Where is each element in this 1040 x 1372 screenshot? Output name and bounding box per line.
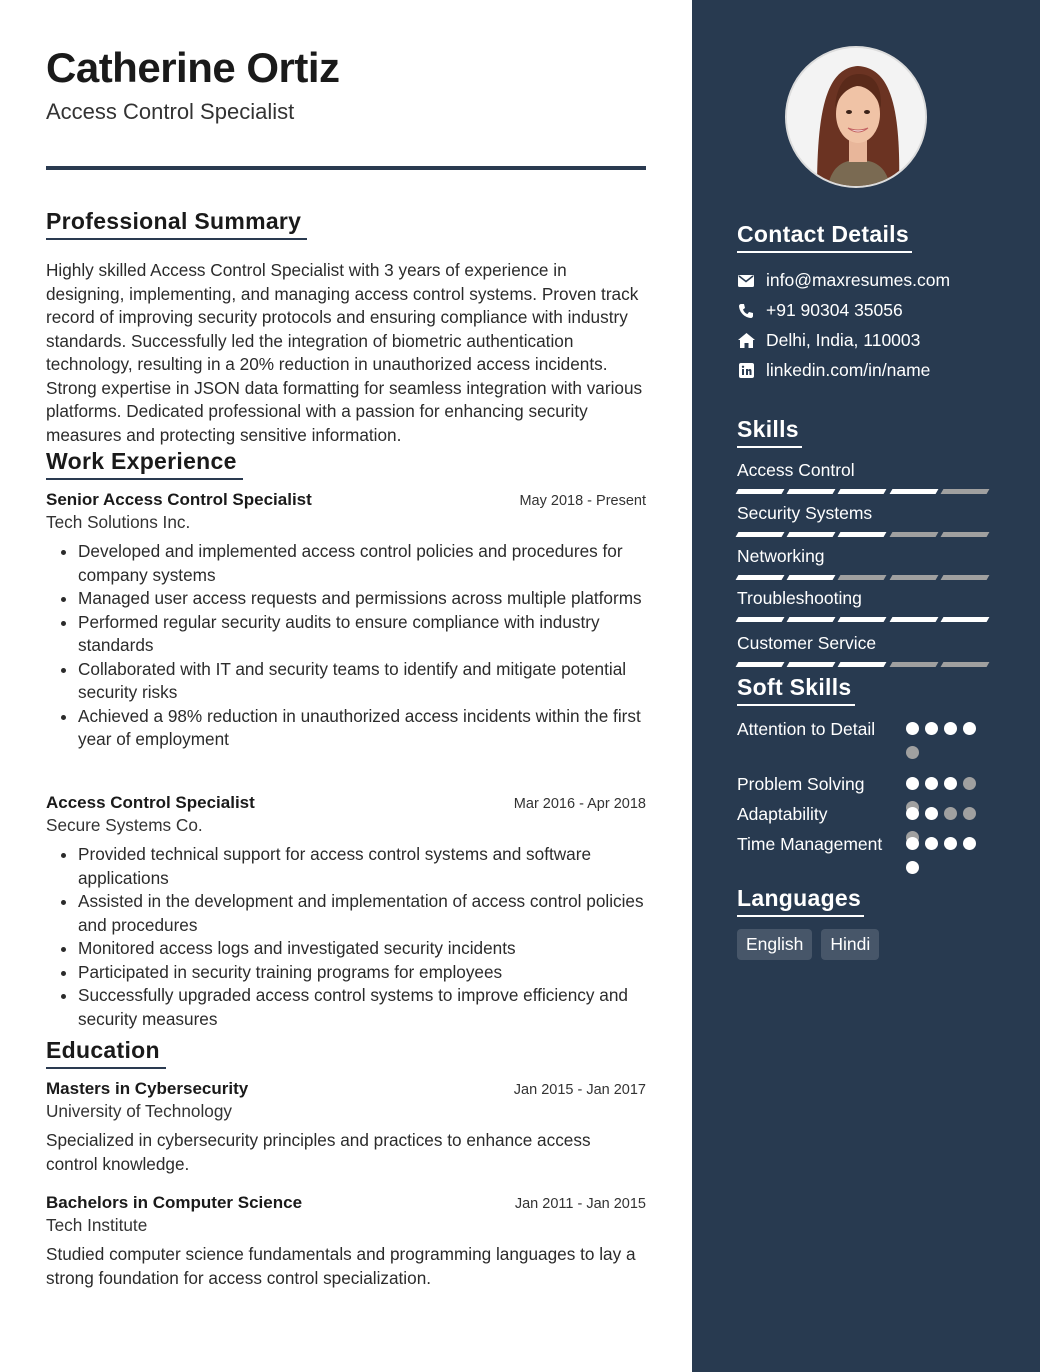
- skill-level-bars: [737, 489, 993, 494]
- skill-level-bar: [838, 575, 887, 580]
- soft-skill-dots: [906, 837, 986, 885]
- soft-skill-name: Problem Solving: [737, 774, 865, 794]
- skill-level-bar: [940, 532, 989, 537]
- job-title: Senior Access Control Specialist: [46, 490, 312, 509]
- soft-skill-dot: [925, 807, 938, 820]
- sidebar: [692, 0, 1040, 1372]
- avatar: [785, 46, 927, 188]
- header-divider: [46, 166, 646, 170]
- soft-skill-dot: [925, 777, 938, 790]
- contact-heading: Contact Details: [737, 221, 912, 253]
- degree-title: Masters in Cybersecurity: [46, 1079, 249, 1098]
- home-icon: [737, 332, 755, 350]
- profile-photo: [787, 48, 927, 188]
- language-list: [737, 929, 888, 960]
- skill-level-bar: [736, 489, 785, 494]
- bullet-item: • Monitored access logs and investigated security incidents: [78, 937, 646, 961]
- contact-address: [737, 330, 920, 351]
- soft-skill-dot: [906, 722, 919, 735]
- school-name: Tech Institute: [46, 1215, 148, 1235]
- job-entry: [46, 793, 646, 1031]
- education-date: Jan 2015 - Jan 2017: [513, 1082, 646, 1098]
- skill-level-bar: [889, 532, 938, 537]
- school-name: University of Technology: [46, 1101, 232, 1121]
- skill-level-bar: [736, 532, 785, 537]
- soft-skill-name: Time Management: [737, 834, 883, 854]
- skill-item: [737, 546, 993, 580]
- skill-level-bar: [787, 489, 836, 494]
- soft-skill-dot: [963, 777, 976, 790]
- soft-skill-dot: [963, 722, 976, 735]
- skill-level-bar: [940, 662, 989, 667]
- job-bullets: [46, 843, 646, 1031]
- skill-level-bar: [736, 662, 785, 667]
- linkedin-text: linkedin.com/in/name: [766, 360, 931, 380]
- skill-item: [737, 460, 993, 494]
- skill-name: Security Systems: [737, 503, 873, 523]
- skill-level-bar: [838, 617, 887, 622]
- experience-heading: Work Experience: [46, 448, 243, 480]
- bullet-item: • Developed and implemented access control policies and procedures for company systems: [78, 540, 646, 587]
- skill-level-bars: [737, 575, 993, 580]
- soft-skill-name: Attention to Detail: [737, 719, 876, 739]
- skill-level-bar: [889, 617, 938, 622]
- job-bullets: [46, 540, 646, 752]
- bullet-item: • Performed regular security audits to ensure compliance with industry standards: [78, 611, 646, 658]
- skill-level-bar: [787, 617, 836, 622]
- degree-title: Bachelors in Computer Science: [46, 1193, 303, 1212]
- skill-level-bars: [737, 662, 993, 667]
- envelope-icon: [737, 272, 755, 290]
- contact-linkedin[interactable]: [737, 360, 930, 381]
- bullet-item: • Assisted in the development and implementation of access control policies and procedures: [78, 890, 646, 937]
- soft-skill-dot: [944, 722, 957, 735]
- education-date: Jan 2011 - Jan 2015: [514, 1196, 646, 1212]
- education-heading: Education: [46, 1037, 166, 1069]
- skill-name: Customer Service: [737, 633, 877, 653]
- job-entry: [46, 490, 646, 752]
- skill-item: [737, 633, 993, 667]
- soft-skill-dot: [963, 837, 976, 850]
- soft-skill-dots: [906, 722, 986, 770]
- soft-skill-dot: [906, 746, 919, 759]
- soft-skill-dot: [906, 777, 919, 790]
- education-description: Studied computer science fundamentals and programming languages to lay a strong foundation for access control specialization.: [46, 1244, 636, 1288]
- contact-phone[interactable]: [737, 300, 903, 321]
- job-date: May 2018 - Present: [519, 493, 646, 509]
- bullet-item: • Provided technical support for access control systems and software applications: [78, 843, 646, 890]
- skill-level-bar: [940, 489, 989, 494]
- skill-level-bar: [787, 532, 836, 537]
- soft-skills-heading: Soft Skills: [737, 674, 855, 706]
- soft-skill-dot: [944, 837, 957, 850]
- soft-skill-dot: [963, 807, 976, 820]
- summary-heading: Professional Summary: [46, 208, 307, 240]
- skill-level-bar: [736, 617, 785, 622]
- language-chip: English: [737, 929, 812, 960]
- skill-level-bar: [838, 662, 887, 667]
- skill-level-bar: [838, 532, 887, 537]
- soft-skill-dot: [925, 837, 938, 850]
- job-company: Tech Solutions Inc.: [46, 512, 191, 532]
- language-chip: Hindi: [821, 929, 879, 960]
- skill-level-bar: [889, 662, 938, 667]
- skill-name: Networking: [737, 546, 825, 566]
- bullet-item: • Participated in security training programs for employees: [78, 961, 646, 985]
- skill-level-bar: [787, 662, 836, 667]
- soft-skill-dot: [906, 861, 919, 874]
- address-text: Delhi, India, 110003: [766, 330, 921, 350]
- bullet-item: • Successfully upgraded access control systems to improve efficiency and security measures: [78, 984, 646, 1031]
- skill-level-bar: [787, 575, 836, 580]
- soft-skill-dot: [906, 837, 919, 850]
- summary-text: Highly skilled Access Control Specialist with 3 years of experience in designing, implementing, and managing access control systems. Proven track record of improving security protocols and ensuring compliance with industry standards. Successfully led the integration of biometric authentication technology, resulting in a 20% reduction in unauthorized access incidents. Strong expertise in JSON data formatting for seamless integration with various platforms. Dedicated professional with a passion for enhancing security measures and protecting sensitive information.: [46, 260, 643, 445]
- skill-level-bar: [940, 575, 989, 580]
- soft-skill-dot: [944, 807, 957, 820]
- soft-skill-dot: [925, 722, 938, 735]
- skill-name: Troubleshooting: [737, 588, 862, 608]
- education-entry: [46, 1193, 646, 1290]
- skill-level-bar: [838, 489, 887, 494]
- skill-item: [737, 503, 993, 537]
- skill-level-bar: [940, 617, 989, 622]
- bullet-item: • Managed user access requests and permissions across multiple platforms: [78, 587, 646, 611]
- skill-level-bar: [889, 575, 938, 580]
- candidate-title: Access Control Specialist: [46, 99, 295, 124]
- soft-skill-dot: [944, 777, 957, 790]
- skill-name: Access Control: [737, 460, 855, 480]
- phone-text: +91 90304 35056: [766, 300, 903, 320]
- candidate-name: Catherine Ortiz: [46, 44, 340, 91]
- job-company: Secure Systems Co.: [46, 815, 203, 835]
- education-entry: [46, 1079, 646, 1176]
- skill-level-bars: [737, 617, 993, 622]
- bullet-item: • Collaborated with IT and security teams to identify and mitigate potential security risks: [78, 658, 646, 705]
- skills-heading: Skills: [737, 416, 802, 448]
- job-title: Access Control Specialist: [46, 793, 255, 812]
- contact-email[interactable]: [737, 270, 950, 291]
- education-description: Specialized in cybersecurity principles and practices to enhance access control knowledge.: [46, 1130, 591, 1174]
- skill-level-bar: [736, 575, 785, 580]
- bullet-item: • Achieved a 98% reduction in unauthorized access incidents within the first year of employment: [78, 705, 646, 752]
- phone-icon: [737, 302, 755, 320]
- languages-heading: Languages: [737, 885, 864, 917]
- linkedin-icon: [737, 362, 755, 380]
- skill-item: [737, 588, 993, 622]
- job-date: Mar 2016 - Apr 2018: [513, 796, 646, 812]
- skill-level-bars: [737, 532, 993, 537]
- soft-skill-name: Adaptability: [737, 804, 828, 824]
- email-text: info@maxresumes.com: [766, 270, 951, 290]
- skill-level-bar: [889, 489, 938, 494]
- soft-skill-dot: [906, 807, 919, 820]
